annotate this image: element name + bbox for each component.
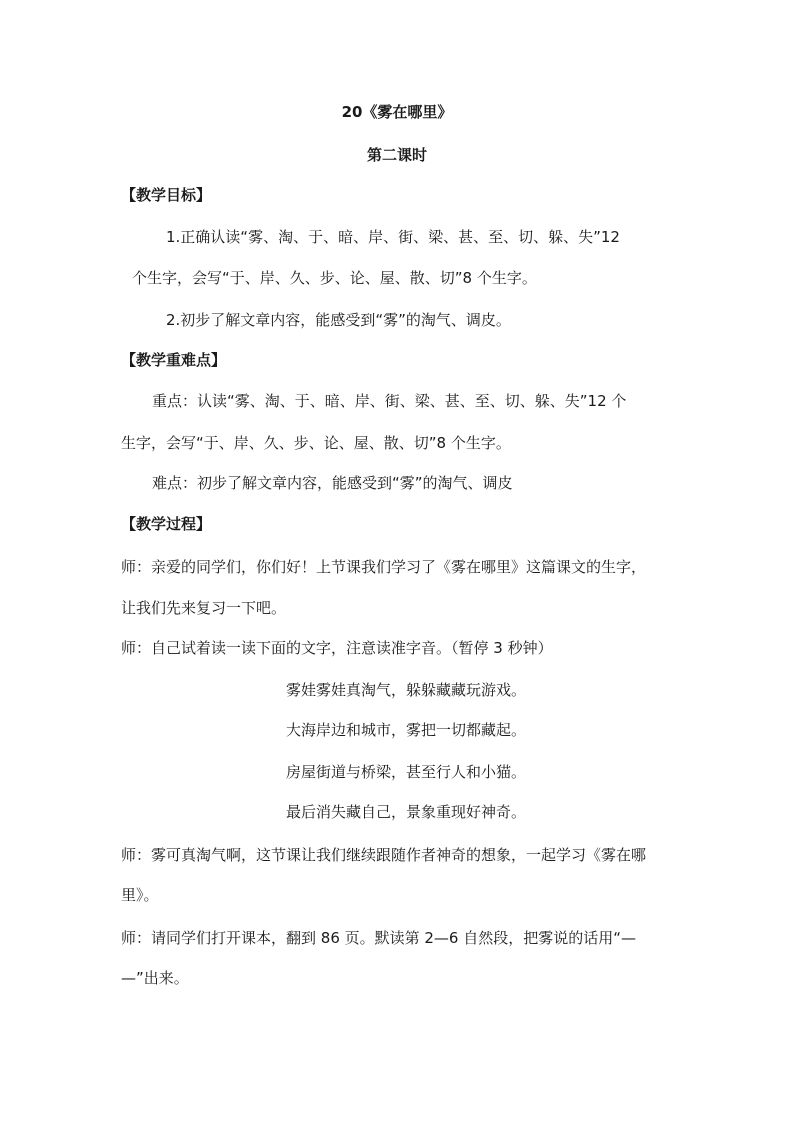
document-title: 20《雾在哪里》 xyxy=(341,103,453,121)
poem-line-3: 房屋街道与桥梁，甚至行人和小猫。 xyxy=(286,763,527,781)
section-heading-goals: 【教学目标】 xyxy=(121,186,212,204)
key-point-focus-line-1: 重点：认读“雾、淘、于、暗、岸、街、梁、甚、至、切、躲、失”12 个 xyxy=(152,392,627,410)
key-point-difficulty: 难点：初步了解文章内容，能感受到“雾”的淘气、调皮 xyxy=(152,474,513,492)
document-subtitle: 第二课时 xyxy=(366,146,427,164)
key-point-focus-line-2: 生字，会写“于、岸、久、步、论、屋、散、切”8 个生字。 xyxy=(121,434,511,452)
poem-line-4: 最后消失藏自己，景象重现好神奇。 xyxy=(286,803,527,821)
process-paragraph-1-line-2: 让我们先来复习一下吧。 xyxy=(121,599,287,617)
poem-line-1: 雾娃雾娃真淘气，躲躲藏藏玩游戏。 xyxy=(286,681,527,699)
section-heading-key-points: 【教学重难点】 xyxy=(121,351,227,369)
process-paragraph-3-line-2: 里》。 xyxy=(121,886,159,904)
goal-item-2: 2.初步了解文章内容，能感受到“雾”的淘气、调皮。 xyxy=(166,311,511,329)
process-paragraph-1-line-1: 师：亲爱的同学们，你们好！上节课我们学习了《雾在哪里》这篇课文的生字， xyxy=(121,558,647,576)
section-heading-process: 【教学过程】 xyxy=(121,515,212,533)
process-paragraph-4-line-1: 师：请同学们打开课本，翻到 86 页。默读第 2—6 自然段，把雾说的话用“— xyxy=(121,929,637,947)
process-paragraph-4-line-2: —”出来。 xyxy=(121,969,189,987)
goal-item-1-line-1: 1.正确认读“雾、淘、于、暗、岸、街、梁、甚、至、切、躲、失”12 xyxy=(166,228,620,246)
process-paragraph-2: 师：自己试着读一读下面的文字，注意读准字音。（暂停 3 秒钟） xyxy=(121,639,553,657)
goal-item-1-line-2: 个生字，会写“于、岸、久、步、论、屋、散、切”8 个生字。 xyxy=(132,269,537,287)
process-paragraph-3-line-1: 师：雾可真淘气啊，这节课让我们继续跟随作者神奇的想象，一起学习《雾在哪 xyxy=(121,846,647,864)
poem-line-2: 大海岸边和城市，雾把一切都藏起。 xyxy=(286,721,527,739)
